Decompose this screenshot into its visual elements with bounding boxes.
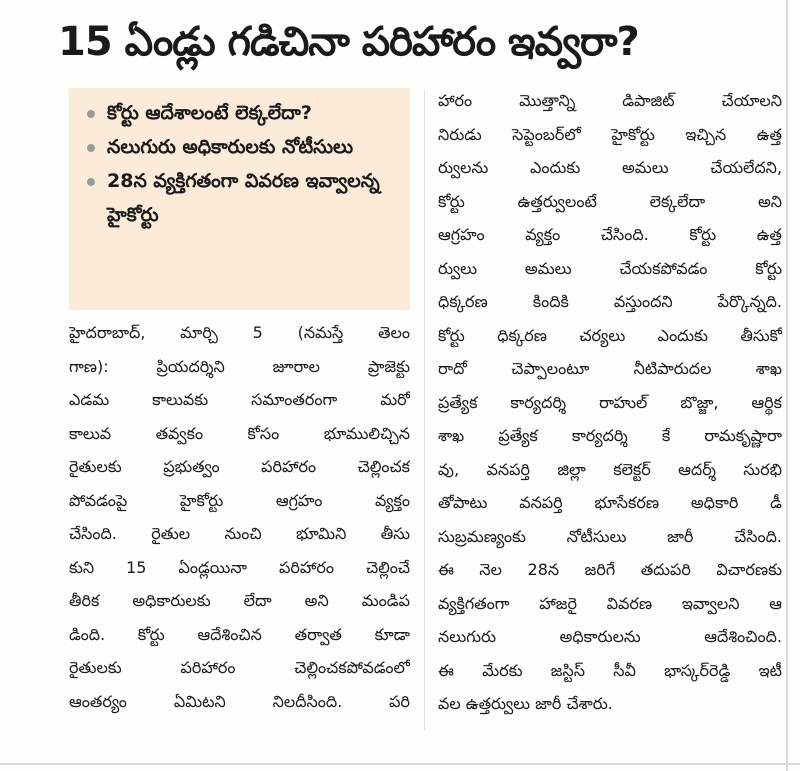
article-line: రైతులకు ప్రభుత్వం పరిహారం చెల్లించక [69, 457, 410, 476]
highlight-item [87, 130, 400, 164]
article-line: నలుగురు అధికారులను ఆదేశించింది. [438, 627, 782, 646]
article-line: ఈ నెల 28న జరిగే తదుపరి విచారణకు [438, 560, 782, 579]
article-line: వు, వనపర్తి జిల్లా కలెక్టర్ ఆదర్శ్ సురభి [438, 459, 782, 479]
article-line: కుని 15 ఏండ్లయినా పరిహారం చెల్లించే [69, 557, 410, 577]
article-column-right [438, 84, 782, 721]
article-line: శాఖ ప్రత్యేక కార్యదర్శి కే రామకృష్ణారా [438, 426, 782, 445]
bullet-icon [87, 110, 95, 118]
headline: 15 ఏండ్లు గడిచినా పరిహారం ఇవ్వరా? [58, 19, 639, 65]
highlights-box [69, 88, 410, 310]
article-line: కాలువ తవ్వకం కోసం భూములిచ్చిన [69, 423, 410, 443]
column-gutter [424, 90, 425, 730]
article-line: ర్వులను ఎందుకు అమలు చేయలేదని, [438, 158, 782, 177]
article-line: వల ఉత్తర్వులు జారీ చేశారు. [438, 694, 613, 713]
bullet-icon [87, 178, 95, 186]
article-line: కోర్టు ఉత్తర్వులంటే లెక్కలేదా అని [438, 191, 782, 211]
article-line: రాదో చెప్పాలంటూ నీటిపారుదల శాఖ [438, 359, 782, 378]
article-line: డింది. కోర్టు ఆదేశించిన తర్వాత కూడా [69, 624, 410, 644]
highlight-text: కోర్టు ఆదేశాలంటే లెక్కలేదా? [107, 102, 312, 124]
frame-bottom-border [0, 763, 800, 765]
article-line: సుబ్రమణ్యంకు నోటీసులు జారీ చేసింది. [438, 526, 782, 546]
article-line: తోపాటు వనపర్తి భూసేకరణ అధికారి డీ [438, 493, 782, 512]
article-line: ప్రత్యేక కార్యదర్శి రాహుల్ బొజ్జా, ఆర్థిక [438, 392, 782, 412]
article-line: ఆగ్రహం వ్యక్తం చేసింది. కోర్టు ఉత్త [438, 225, 782, 244]
article-line: ఎడమ కాలువకు సమాంతరంగా మరో [69, 390, 410, 409]
article-line: ర్వులు అమలు చేయకపోవడం కోర్టు [438, 258, 782, 278]
highlight-item [87, 96, 400, 130]
article-line: నిరుడు సెప్టెంబర్‌లో హైకోర్టు ఇచ్చిన ఉత్త [438, 124, 782, 144]
highlight-item [87, 164, 400, 232]
article-line: హారం మొత్తాన్ని డిపాజిట్ చేయాలని [438, 91, 782, 110]
article-line: తీరిక అధికారులకు లేదా అని మండిప [69, 591, 410, 610]
article-line: పోవడంపై హైకోర్టు ఆగ్రహం వ్యక్తం [69, 490, 410, 510]
frame-right-border [786, 0, 788, 771]
article-line: చేసింది. రైతుల నుంచి భూమిని తీసు [69, 524, 410, 543]
article-line: ఈ మేరకు జస్టిస్ సీవీ భాస్కర్‌రెడ్డి ఇటీ [438, 660, 782, 680]
article-line: రైతులకు పరిహారం చెల్లించకపోవడంలో [69, 658, 410, 677]
article-line: కోర్టు ధిక్కరణ చర్యలు ఎందుకు తీసుకో [438, 325, 782, 345]
article-line: ఆంతర్యం ఏమిటని నిలదీసింది. పరి [69, 691, 410, 711]
highlight-text: నలుగురు అధికారులకు నోటీసులు [107, 136, 354, 158]
highlight-text: 28న వ్యక్తిగతంగా వివరణ ఇవ్వాలన్న హైకోర్టు [107, 170, 380, 226]
article-line: హైదరాబాద్, మార్చి 5 (నమస్తే తెలం [69, 323, 410, 342]
article-line: ధిక్కరణ కిందికి వస్తుందని పేర్కొన్నది. [438, 292, 782, 311]
bullet-icon [87, 144, 95, 152]
article-line: గాణ): ప్రియదర్శిని జూరాల ప్రాజెక్టు [69, 356, 410, 376]
article-line: వ్యక్తిగతంగా హాజరై వివరణ ఇవ్వాలని ఆ [438, 593, 782, 613]
article-column-left [69, 316, 410, 718]
